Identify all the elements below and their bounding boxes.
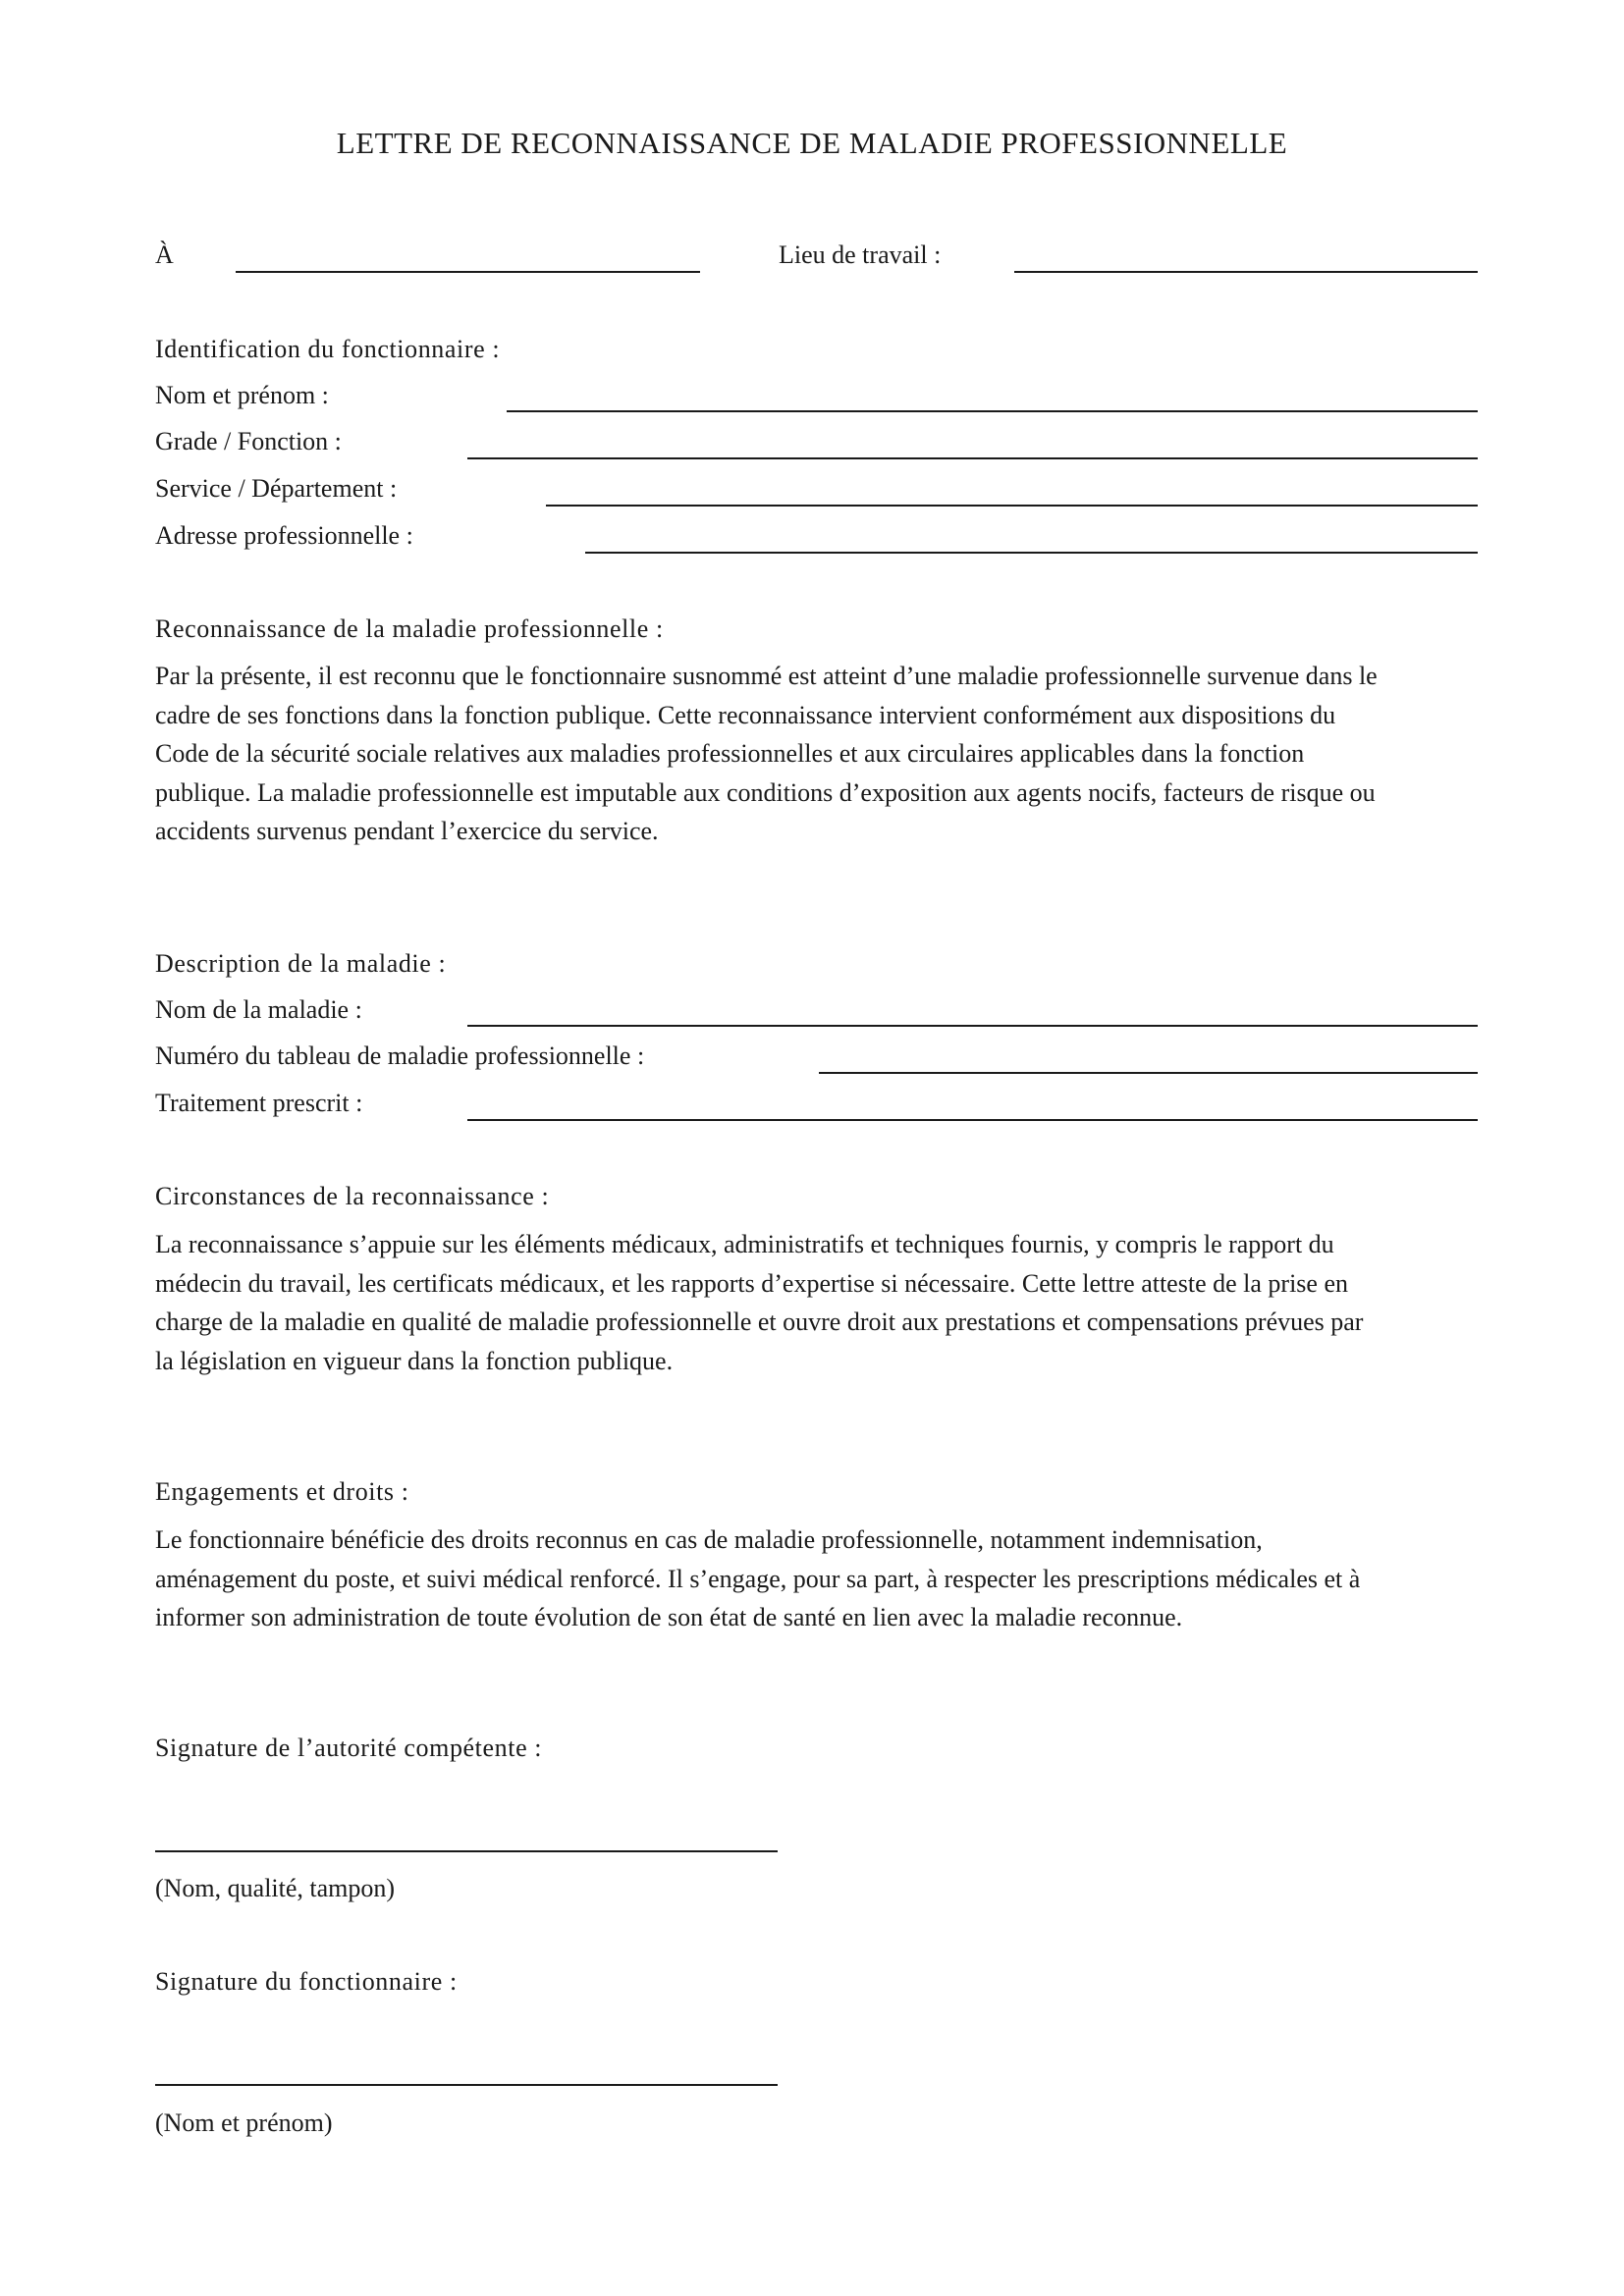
commitments-line: informer son administration de toute évolution de son état de santé en lien avec la maladie reconnue. xyxy=(155,1603,1183,1632)
employee-signature-heading: Signature du fonctionnaire : xyxy=(155,1967,458,1996)
identification-heading: Identification du fonctionnaire : xyxy=(155,335,501,363)
address-label: Adresse professionnelle : xyxy=(155,521,413,550)
recognition-line: cadre de ses fonctions dans la fonction publique. Cette reconnaissance intervient conformément aux dispositions du xyxy=(155,700,1336,729)
name-field-line[interactable] xyxy=(507,410,1478,412)
circumstances-heading: Circonstances de la reconnaissance : xyxy=(155,1182,550,1210)
disease-name-field-line[interactable] xyxy=(467,1025,1478,1027)
disease-name-label: Nom de la maladie : xyxy=(155,995,362,1024)
authority-signature-caption: (Nom, qualité, tampon) xyxy=(155,1874,396,1902)
circumstances-line: La reconnaissance s’appuie sur les éléments médicaux, administratifs et techniques fournis, y compris le rapport du xyxy=(155,1230,1334,1258)
recognition-line: Code de la sécurité sociale relatives aux maladies professionnelles et aux circulaires applicables dans la fonction xyxy=(155,739,1305,769)
service-field-line[interactable] xyxy=(546,505,1478,507)
circumstances-paragraph xyxy=(155,1225,1476,1380)
treatment-label: Traitement prescrit : xyxy=(155,1089,363,1117)
to-field-line[interactable] xyxy=(236,271,700,273)
recognition-line: publique. La maladie professionnelle est imputable aux conditions d’exposition aux agents nocifs, facteurs de risque ou xyxy=(155,777,1376,807)
recognition-line: Par la présente, il est reconnu que le fonctionnaire susnommé est atteint d’une maladie professionnelle survenue dans le xyxy=(155,662,1378,690)
commitments-line: Le fonctionnaire bénéficie des droits reconnus en cas de maladie professionnelle, notamment indemnisation, xyxy=(155,1525,1263,1554)
circumstances-line: médecin du travail, les certificats médicaux, et les rapports d’expertise si nécessaire. Cette lettre atteste de la prise en xyxy=(155,1268,1348,1298)
workplace-field-line[interactable] xyxy=(1014,271,1478,273)
service-label: Service / Département : xyxy=(155,474,398,503)
authority-signature-heading: Signature de l’autorité compétente : xyxy=(155,1734,543,1762)
workplace-label: Lieu de travail : xyxy=(779,240,942,269)
employee-signature-line[interactable] xyxy=(155,2084,778,2086)
table-number-field-line[interactable] xyxy=(819,1072,1478,1074)
recognition-heading: Reconnaissance de la maladie professionnelle : xyxy=(155,614,664,643)
grade-label: Grade / Fonction : xyxy=(155,427,342,455)
description-heading: Description de la maladie : xyxy=(155,949,447,978)
to-label: À xyxy=(155,240,174,269)
name-label: Nom et prénom : xyxy=(155,381,329,409)
employee-signature-caption: (Nom et prénom) xyxy=(155,2109,333,2137)
authority-signature-line[interactable] xyxy=(155,1850,778,1852)
commitments-line: aménagement du poste, et suivi médical renforcé. Il s’engage, pour sa part, à respecter les prescriptions médicales et à xyxy=(155,1564,1361,1593)
address-field-line[interactable] xyxy=(585,552,1478,554)
circumstances-line: la législation en vigueur dans la fonction publique. xyxy=(155,1346,674,1375)
recognition-paragraph xyxy=(155,657,1476,851)
treatment-field-line[interactable] xyxy=(467,1119,1478,1121)
commitments-paragraph xyxy=(155,1521,1476,1637)
commitments-heading: Engagements et droits : xyxy=(155,1477,409,1506)
grade-field-line[interactable] xyxy=(467,457,1478,459)
table-number-label: Numéro du tableau de maladie professionnelle : xyxy=(155,1041,645,1070)
circumstances-line: charge de la maladie en qualité de maladie professionnelle et ouvre droit aux prestations et compensations prévues par xyxy=(155,1308,1364,1337)
recognition-line: accidents survenus pendant l’exercice du service. xyxy=(155,817,659,846)
document-title: LETTRE DE RECONNAISSANCE DE MALADIE PROFESSIONNELLE xyxy=(336,126,1288,160)
